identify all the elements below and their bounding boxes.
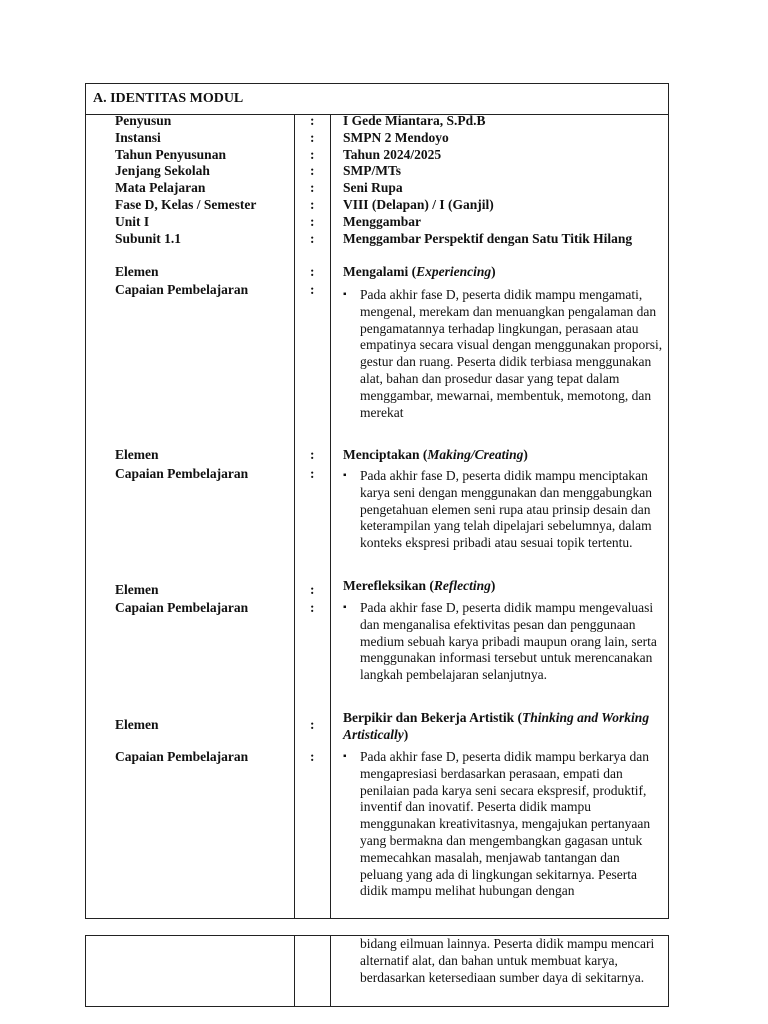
label-elemen-2: Elemen <box>115 447 159 462</box>
colon: : <box>310 130 315 145</box>
capaian-text-4: Pada akhir fase D, peserta didik mampu berkarya dan mengapresiasi berdasarkan perasaan, empati dan penilaian pada karya seni secara ekspresif, produktif, inventif dan inovatif. Peserta didik mampu menggunakan kreativitasnya, mengajukan pertanyaan yang bermakna dan mengembangkan gagasan untuk memecahkan masalah, menjawab tantangan dan peluang yang ada di lingkungan sekitarnya. Peserta didik mampu melihat hubungan dengan <box>360 749 651 899</box>
value-mapel: Seni Rupa <box>343 180 403 195</box>
value-instansi: SMPN 2 Mendoyo <box>343 130 449 145</box>
element-name-1: Mengalami (Experiencing) <box>343 264 496 279</box>
value-jenjang: SMP/MTs <box>343 163 402 178</box>
label-capaian-4: Capaian Pembelajaran <box>115 749 249 764</box>
label-unit: Unit I <box>115 214 150 229</box>
colon: : <box>310 214 315 229</box>
colon: : <box>310 749 315 764</box>
label-instansi: Instansi <box>115 130 161 145</box>
colon: : <box>310 197 315 212</box>
label-elemen-4: Elemen <box>115 717 159 732</box>
column-divider-1 <box>294 114 295 919</box>
bullet-icon: ▪ <box>343 289 347 300</box>
colon: : <box>310 231 315 246</box>
element-name-2: Menciptakan (Making/Creating) <box>343 447 528 462</box>
label-capaian-1: Capaian Pembelajaran <box>115 282 249 297</box>
label-elemen-3: Elemen <box>115 582 159 597</box>
capaian-text-2: Pada akhir fase D, peserta didik mampu menciptakan karya seni dengan menggunakan dan menggabungkan pengetahuan elemen seni rupa atau prinsip desain dan keterampilan yang telah dipelajari sebelumnya, dalam konteks ekspresi pribadi atau sesuai topik tertentu. <box>360 468 653 551</box>
column-divider-2 <box>330 935 331 1007</box>
capaian-text-4-continued: bidang eilmuan lainnya. Peserta didik mampu mencari alternatif alat, dan bahan untuk membuat karya, berdasarkan ketersediaan sumber daya di sekitarnya. <box>360 936 655 985</box>
label-jenjang: Jenjang Sekolah <box>115 163 210 178</box>
bullet-icon: ▪ <box>343 602 347 613</box>
colon: : <box>310 147 315 162</box>
colon: : <box>310 600 315 615</box>
label-tahun: Tahun Penyusunan <box>115 147 226 162</box>
column-divider-2 <box>330 114 331 919</box>
label-fase: Fase D, Kelas / Semester <box>115 197 257 212</box>
colon: : <box>310 163 315 178</box>
colon: : <box>310 582 315 597</box>
colon: : <box>310 113 315 128</box>
value-tahun: Tahun 2024/2025 <box>343 147 442 162</box>
value-subunit: Menggambar Perspektif dengan Satu Titik Hilang <box>343 231 633 246</box>
label-subunit: Subunit 1.1 <box>115 231 182 246</box>
element-name-4: Berpikir dan Bekerja Artistik (Thinking and Working Artistically) <box>343 710 650 742</box>
value-unit: Menggambar <box>343 214 421 229</box>
label-elemen-1: Elemen <box>115 264 159 279</box>
capaian-text-1: Pada akhir fase D, peserta didik mampu mengamati, mengenal, merekam dan menuangkan pengalaman dan pengamatannya terhadap lingkungan, perasaan atau empatinya secara visual dengan menggunakan proporsi, gestur dan ruang. Peserta didik terbiasa menggunakan alat, bahan dan prosedur dasar yang tepat dalam menggambar, mewarnai, membentuk, memotong, dan merekat <box>360 287 663 420</box>
label-mapel: Mata Pelajaran <box>115 180 206 195</box>
bullet-icon: ▪ <box>343 470 347 481</box>
label-capaian-2: Capaian Pembelajaran <box>115 466 249 481</box>
label-capaian-3: Capaian Pembelajaran <box>115 600 249 615</box>
column-divider-1 <box>294 935 295 1007</box>
value-fase: VIII (Delapan) / I (Ganjil) <box>343 197 494 212</box>
bullet-icon: ▪ <box>343 751 347 762</box>
value-penyusun: I Gede Miantara, S.Pd.B <box>343 113 486 128</box>
colon: : <box>310 717 315 732</box>
section-title: A. IDENTITAS MODUL <box>93 91 244 106</box>
colon: : <box>310 282 315 297</box>
element-name-3: Merefleksikan (Reflecting) <box>343 578 496 593</box>
colon: : <box>310 447 315 462</box>
colon: : <box>310 466 315 481</box>
label-penyusun: Penyusun <box>115 113 172 128</box>
colon: : <box>310 264 315 279</box>
colon: : <box>310 180 315 195</box>
capaian-text-3: Pada akhir fase D, peserta didik mampu mengevaluasi dan menganalisa efektivitas pesan dan penggunaan medium sebuah karya pribadi maupun orang lain, serta menggunakan informasi tersebut untuk merencanakan langkah pembelajaran selanjutnya. <box>360 600 657 683</box>
